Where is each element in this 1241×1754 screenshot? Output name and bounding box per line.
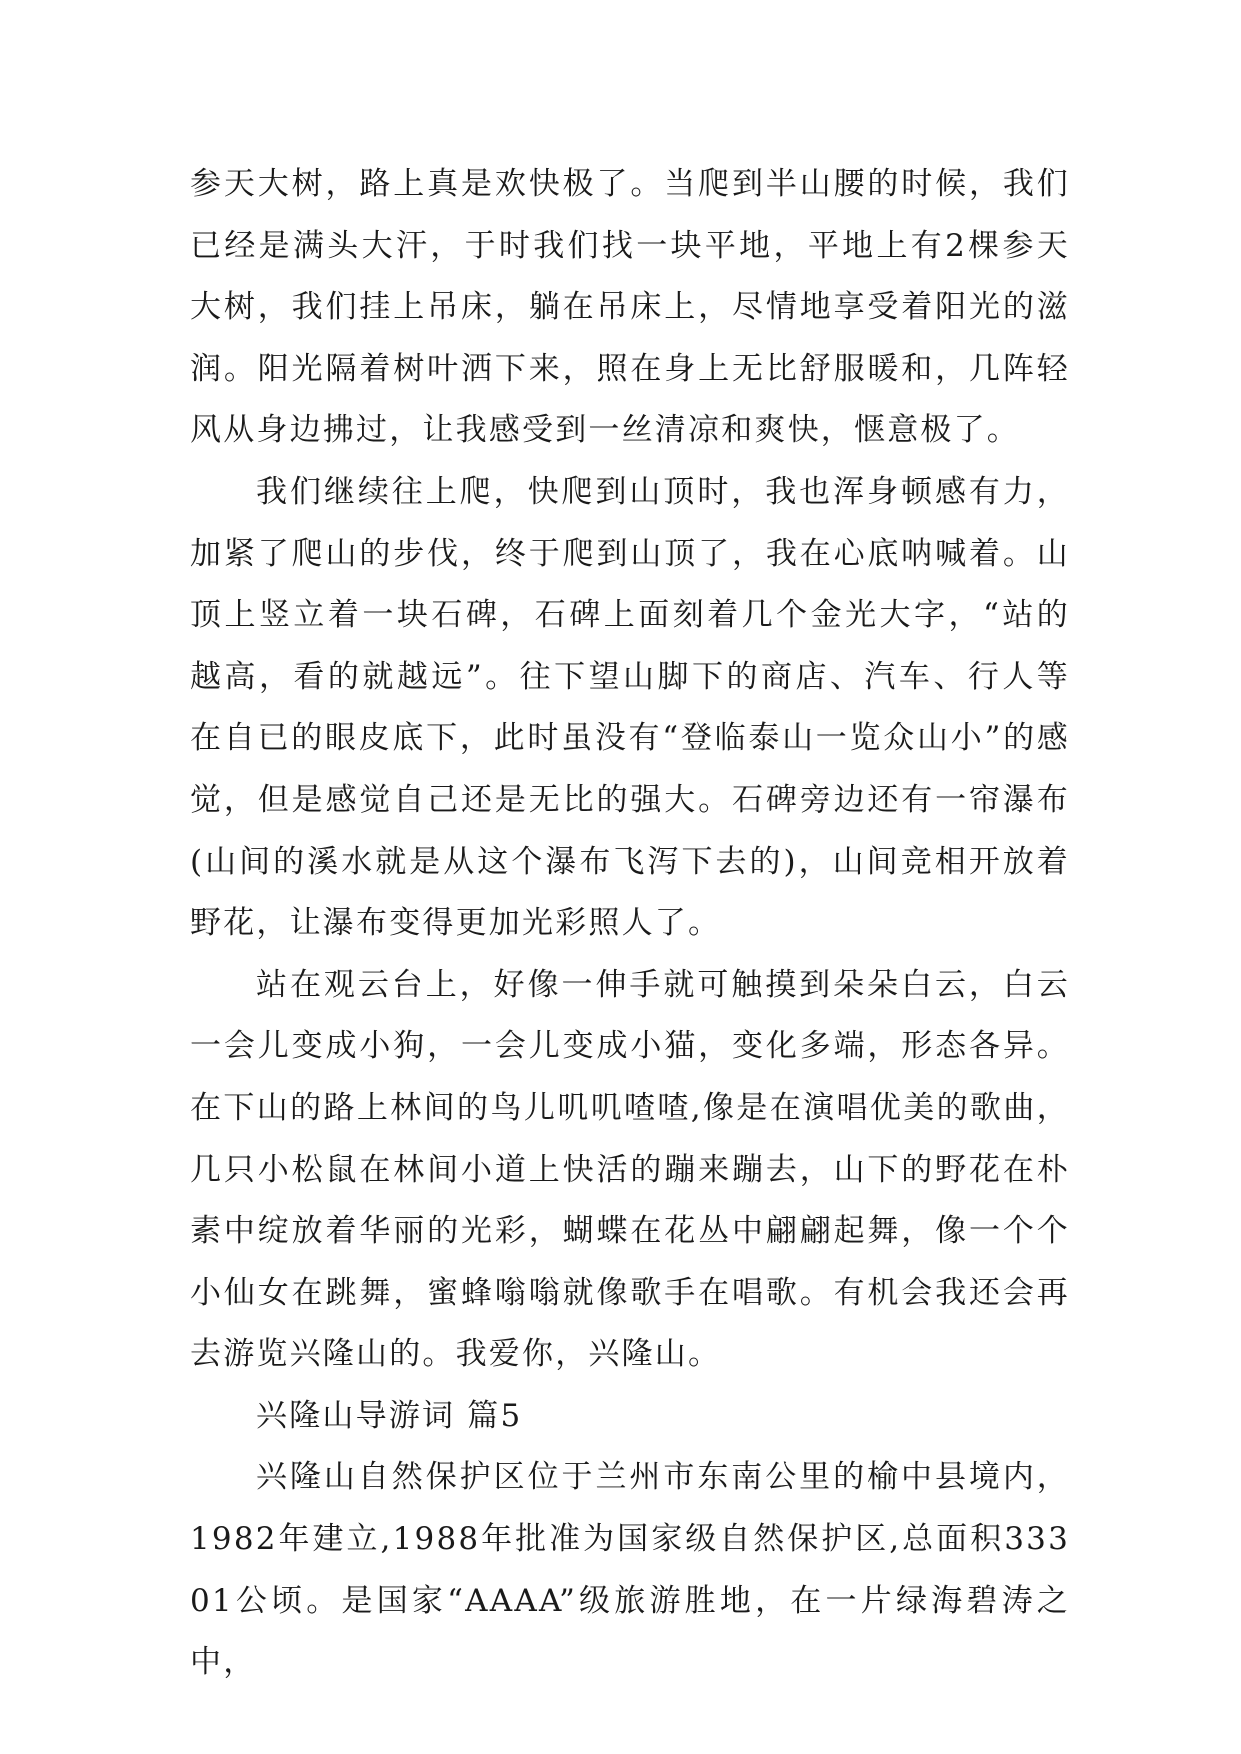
paragraph-summit: 我们继续往上爬，快爬到山顶时，我也浑身顿感有力，加紧了爬山的步伐，终于爬到山顶了，我在心底呐喊着。山顶上竖立着一块石碑，石碑上面刻着几个金光大字，“站的越高，看的就越远”。往下望山脚下的商店、汽车、行人等在自已的眼皮底下，此时虽没有“登临泰山一览众山小”的感觉，但是感觉自己还是无比的强大。石碑旁边还有一帘瀑布(山间的溪水就是从这个瀑布飞泻下去的)，山间竞相开放着野花，让瀑布变得更加光彩照人了。 (190, 473, 1070, 942)
section-heading: 兴隆山导游词 篇5 (256, 1397, 523, 1434)
paragraph-cloud-platform: 站在观云台上，好像一伸手就可触摸到朵朵白云，白云一会儿变成小狗，一会儿变成小猫，变化多端，形态各异。在下山的路上林间的鸟儿叽叽喳喳,像是在演唱优美的歌曲，几只小松鼠在林间小道上快活的蹦来蹦去，山下的野花在朴素中绽放着华丽的光彩，蝴蝶在花丛中翩翩起舞，像一个个小仙女在跳舞，蜜蜂嗡嗡就像歌手在唱歌。有机会我还会再去游览兴隆山的。我爱你，兴隆山。 (190, 966, 1070, 1373)
paragraph-continued-climb: 参天大树，路上真是欢快极了。当爬到半山腰的时候，我们已经是满头大汗，于时我们找一块平地，平地上有2棵参天大树，我们挂上吊床，躺在吊床上，尽情地享受着阳光的滋润。阳光隔着树叶洒下来，照在身上无比舒服暖和，几阵轻风从身边拂过，让我感受到一丝清凉和爽快，惬意极了。 (190, 166, 1070, 449)
paragraph-reserve-intro: 兴隆山自然保护区位于兰州市东南公里的榆中县境内，1982年建立,1988年批准为国家级自然保护区,总面积33301公顷。是国家“AAAA”级旅游胜地，在一片绿海碧涛之中， (190, 1459, 1070, 1681)
document-body (190, 154, 1070, 1694)
